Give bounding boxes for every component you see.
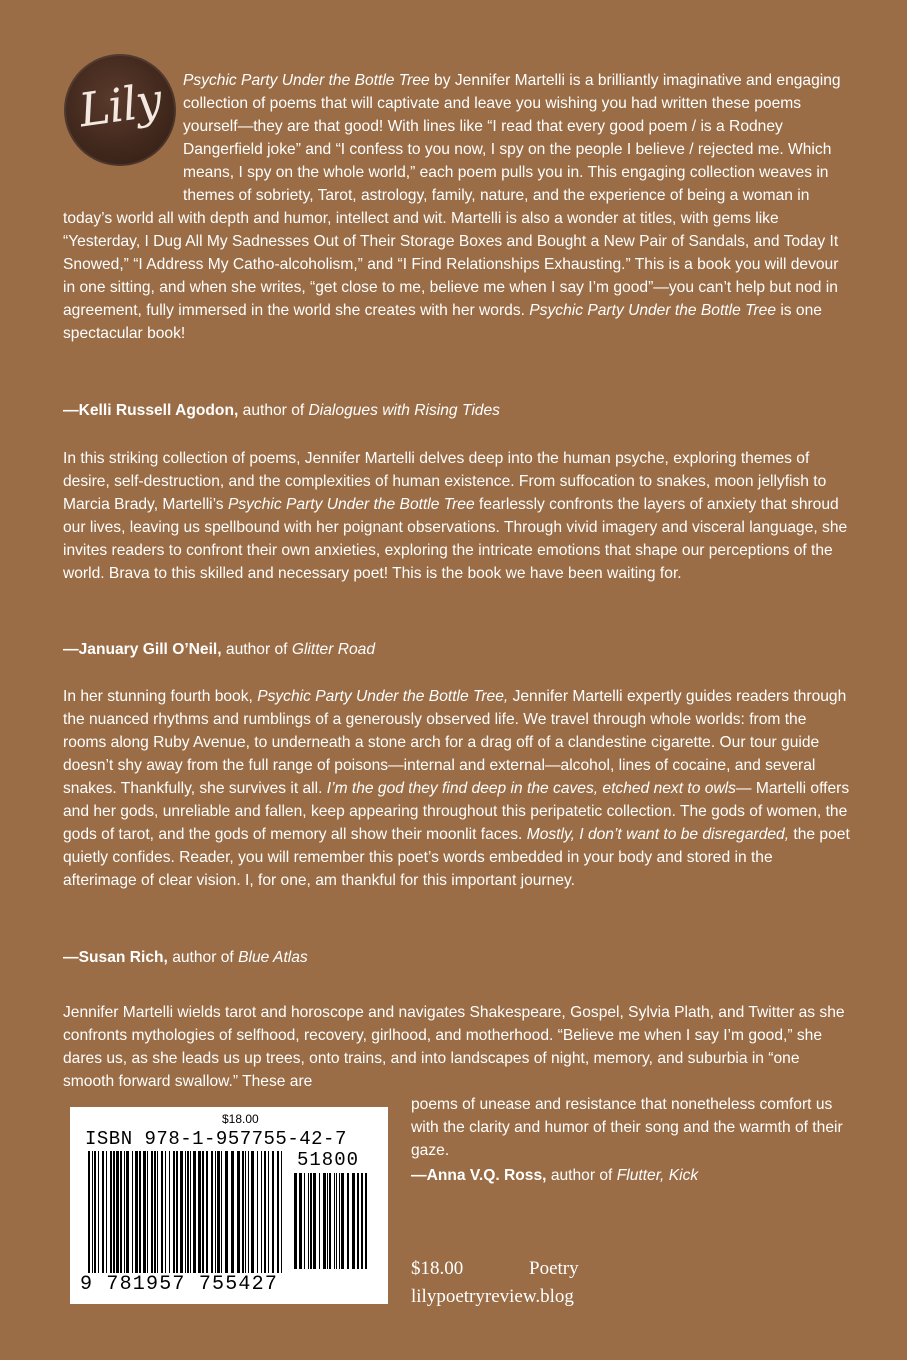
blurb-4 bbox=[63, 1001, 850, 1093]
barcode-bar bbox=[88, 1151, 90, 1273]
logo-text: Lily bbox=[75, 72, 165, 138]
barcode-bar bbox=[180, 1151, 183, 1273]
barcode-bar bbox=[190, 1151, 191, 1273]
barcode-addon-number: 51800 bbox=[297, 1149, 360, 1171]
barcode-bar bbox=[135, 1151, 138, 1273]
barcode-bar bbox=[221, 1151, 222, 1273]
barcode-bar bbox=[94, 1151, 96, 1273]
barcode-price: $18.00 bbox=[222, 1112, 259, 1126]
blurb-2-credit bbox=[63, 639, 375, 661]
footer bbox=[411, 1255, 579, 1311]
credit-mid: author of bbox=[546, 1167, 617, 1184]
credit-mid: author of bbox=[221, 641, 292, 658]
barcode-bar bbox=[308, 1173, 309, 1269]
barcode-bar bbox=[151, 1151, 153, 1273]
barcode-bar bbox=[92, 1151, 93, 1273]
barcode-bar bbox=[294, 1173, 297, 1269]
blurb-3-body-d: the poet quietly confides. Reader, you will remember this poet’s words embedded in your body and stored in the afterimage of clear vision. I, for one, am thankful for this important journey. bbox=[63, 826, 850, 889]
barcode-bar bbox=[242, 1151, 244, 1273]
barcode-digits: 9 781957 755427 bbox=[80, 1273, 279, 1296]
blurb-4-credit bbox=[411, 1165, 698, 1187]
barcode-bar bbox=[102, 1151, 104, 1273]
barcode-bar bbox=[161, 1151, 163, 1273]
barcode-bar bbox=[237, 1151, 240, 1273]
barcode-bar bbox=[120, 1151, 122, 1273]
blurb-3-quote-1: I’m the god they find deep in the caves, etched next to owls bbox=[326, 780, 736, 797]
barcode-bar bbox=[327, 1173, 328, 1269]
barcode-bar bbox=[211, 1151, 213, 1273]
credit-mid: author of bbox=[167, 949, 239, 966]
blurb-3-title: Psychic Party Under the Bottle Tree, bbox=[257, 688, 509, 705]
blurb-4-body-wide: Jennifer Martelli wields tarot and horoscope and navigates Shakespeare, Gospel, Sylvia Plath, and Twitter as she confronts mythologies of selfhood, recovery, girlhood, and motherhood. “Believe me when I say I’m good,” she dares us, as she leads us up trees, onto trains, and into landscapes of night, memory, and suburbia in “one smooth forward swallow.” These are bbox=[63, 1004, 845, 1090]
barcode-isbn: ISBN 978-1-957755-42-7 bbox=[85, 1128, 347, 1150]
blurb-1-end: is one spectacular book! bbox=[63, 302, 822, 342]
barcode-bar bbox=[336, 1173, 337, 1269]
barcode-bar bbox=[187, 1151, 189, 1273]
credit-book: Blue Atlas bbox=[238, 949, 308, 966]
blurb-3-credit bbox=[63, 947, 308, 969]
barcode-bar bbox=[334, 1173, 335, 1269]
barcode-bar bbox=[215, 1151, 216, 1273]
barcode-bar bbox=[143, 1151, 146, 1273]
barcode-bar bbox=[124, 1151, 125, 1273]
barcode-bar bbox=[106, 1151, 107, 1273]
barcode-bar bbox=[176, 1151, 178, 1273]
credit-book: Glitter Road bbox=[291, 641, 376, 658]
blurb-2-title: Psychic Party Under the Bottle Tree bbox=[227, 496, 475, 513]
blurb-3-body-b: Jennifer Martelli expertly guides readers through the nuanced rhythms and rumblings of a generously observed life. We travel through whole worlds: from the rooms along Ruby Avenue, to underneath a stone arch for a drag off of a clandestine cigarette. Our tour guide doesn’t shy away from the full range of poisons—internal and external—alcohol, lines of cocaine, and several snakes. Thankfully, she survives it all. bbox=[63, 688, 847, 797]
barcode-bar bbox=[341, 1173, 344, 1269]
barcode-bar bbox=[185, 1151, 186, 1273]
credit-book: Flutter, Kick bbox=[616, 1167, 699, 1184]
footer-website: lilypoetryreview.blog bbox=[411, 1286, 574, 1307]
barcode-bar bbox=[139, 1151, 141, 1273]
credit-name: —Kelli Russell Agodon, bbox=[63, 402, 239, 419]
barcode-bar bbox=[126, 1151, 129, 1273]
blurb-3 bbox=[63, 685, 850, 892]
barcode-bar bbox=[299, 1173, 302, 1269]
blurb-2-body-a: In this striking collection of poems, Jennifer Martelli delves deep into the human psyche, exploring themes of desire, self-destruction, and the complexities of human existence. From suffocation to snakes, moon jellyfish to Marcia Brady, Martelli’s bbox=[63, 450, 827, 513]
blurb-3-body-c: — Martelli offers and her gods, unreliable and fallen, keep appearing throughout this peripatetic collection. The gods of women, the gods of tarot, and the gods of memory all show their moonlit faces. bbox=[63, 780, 850, 843]
credit-name: —January Gill O’Neil, bbox=[63, 641, 222, 658]
blurb-2 bbox=[63, 447, 850, 585]
credit-book: Dialogues with Rising Tides bbox=[308, 402, 500, 419]
blurb-3-body-a: In her stunning fourth book, bbox=[63, 688, 258, 705]
credit-mid: author of bbox=[238, 402, 309, 419]
blurb-4-body-narrow: poems of unease and resistance that nonetheless comfort us with the clarity and humor of their song and the warmth of their gaze. bbox=[411, 1096, 843, 1159]
barcode-bar bbox=[132, 1151, 133, 1273]
barcode-bar bbox=[257, 1151, 258, 1273]
barcode-bar bbox=[313, 1173, 316, 1269]
blurb-1-credit bbox=[63, 400, 500, 422]
barcode-bar bbox=[361, 1173, 363, 1269]
barcode-bar bbox=[110, 1151, 112, 1273]
barcode-bar bbox=[261, 1151, 262, 1273]
credit-name: —Anna V.Q. Ross, bbox=[411, 1167, 547, 1184]
barcode-bar bbox=[154, 1151, 156, 1273]
barcode-bar bbox=[165, 1151, 166, 1273]
credit-name: —Susan Rich, bbox=[63, 949, 168, 966]
blurb-2-body-b: fearlessly confronts the layers of anxiety that shroud our lives, leaving us spellbound with her poignant observations. Through vivid imagery and visceral language, she invites readers to confront their own anxieties, exploring the intricate emotions that shape our perceptions of the world. Brava to this skilled and necessary poet! This is the book we have been waiting for. bbox=[63, 496, 848, 582]
barcode-bar bbox=[225, 1151, 228, 1273]
footer-price: $18.00 bbox=[411, 1258, 464, 1279]
barcode-bar bbox=[357, 1173, 359, 1269]
barcode-bar bbox=[365, 1173, 367, 1269]
barcode-bar bbox=[339, 1173, 340, 1269]
barcode-bar bbox=[245, 1151, 246, 1273]
barcode-bar bbox=[319, 1173, 320, 1269]
barcode-bar bbox=[217, 1151, 220, 1273]
barcode-bar bbox=[198, 1151, 201, 1273]
barcode-bar bbox=[281, 1151, 282, 1273]
barcode-bar bbox=[251, 1151, 254, 1273]
barcode-bar bbox=[347, 1173, 349, 1269]
barcode-bar bbox=[323, 1173, 326, 1269]
barcode-bars bbox=[88, 1151, 288, 1277]
barcode-bar bbox=[304, 1173, 305, 1269]
barcode-bar bbox=[329, 1173, 331, 1269]
barcode-bar bbox=[169, 1151, 170, 1273]
blurb-3-quote-2: Mostly, I don’t want to be disregarded, bbox=[526, 826, 790, 843]
barcode-bar bbox=[310, 1173, 312, 1269]
barcode-bar bbox=[193, 1151, 196, 1273]
barcode-bar bbox=[157, 1151, 158, 1273]
barcode-addon-bars bbox=[294, 1173, 374, 1273]
blurb-4-narrow bbox=[411, 1093, 851, 1162]
barcode-bar bbox=[98, 1151, 99, 1273]
blurb-1 bbox=[63, 69, 850, 345]
barcode-bar bbox=[264, 1151, 266, 1273]
barcode-bar bbox=[277, 1151, 279, 1273]
barcode-bar bbox=[272, 1151, 274, 1273]
footer-category: Poetry bbox=[529, 1258, 579, 1279]
blurb-1-title: Psychic Party Under the Bottle Tree bbox=[183, 72, 430, 89]
barcode-bar bbox=[202, 1151, 204, 1273]
barcode-bar bbox=[173, 1151, 175, 1273]
blurb-1-body: by Jennifer Martelli is a brilliantly imaginative and engaging collection of poems that will captivate and leave you wishing you had written these poems yourself—they are that good! With lines like “I read that every good poem / is a Rodney Dangerfield joke” and “I confess to you now, I spy on the people I believe / rejected me. Which means, I spy on the whole world,” each poem pulls you in. This engaging collection weaves in themes of sobriety, Tarot, astrology, family, nature, and the experience of being a woman in today’s world all with depth and humor, intellect and wit. Martelli is also a wonder at titles, with gems like “Yesterday, I Dug All My Sadnesses Out of Their Storage Boxes and Bought a New Pair of Sandals, and Today It Snowed,” “I Address My Catho-alcoholism,” and “I Find Relationships Exhausting.” This is a book you will devour in one sitting, and when she writes, “get close to me, believe me when I say I’m good”—you can’t help but nod in agreement, fully immersed in the world she creates with her words. bbox=[63, 72, 841, 319]
barcode-bar bbox=[248, 1151, 249, 1273]
barcode-box bbox=[70, 1107, 388, 1304]
barcode-bar bbox=[206, 1151, 208, 1273]
blurb-1-title-2: Psychic Party Under the Bottle Tree bbox=[529, 302, 776, 319]
barcode-bar bbox=[231, 1151, 234, 1273]
barcode-bar bbox=[113, 1151, 115, 1273]
barcode-bar bbox=[147, 1151, 148, 1273]
barcode-bar bbox=[116, 1151, 119, 1273]
barcode-bar bbox=[352, 1173, 355, 1269]
barcode-bar bbox=[268, 1151, 269, 1273]
